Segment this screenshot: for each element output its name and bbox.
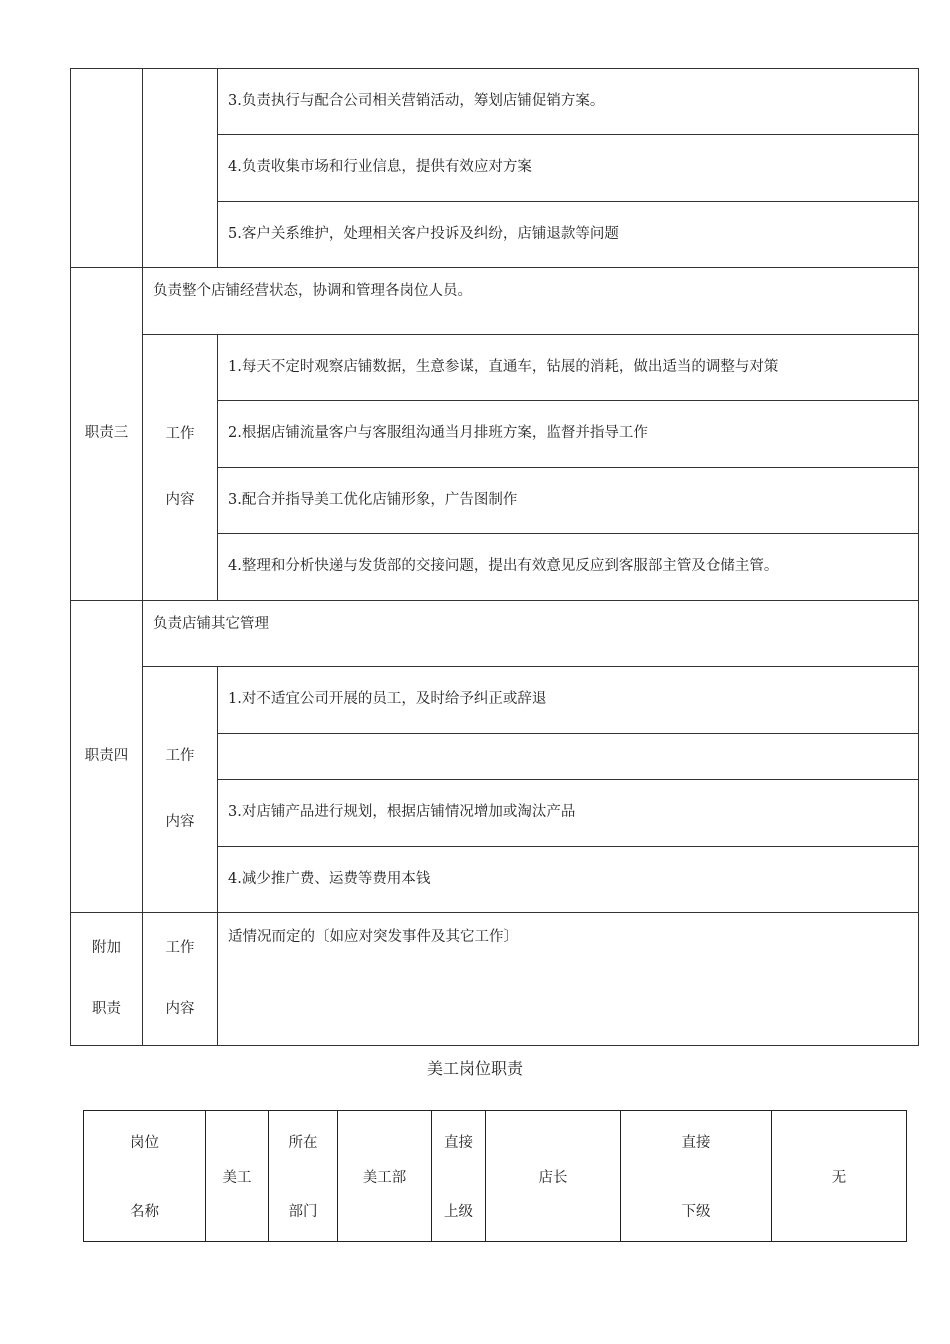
duty-item: 3.配合并指导美工优化店铺形象，广告图制作 bbox=[218, 468, 919, 534]
duty-item: 1.对不适宜公司开展的员工，及时给予纠正或辞退 bbox=[218, 667, 919, 734]
content-label-line: 内容 bbox=[165, 1000, 195, 1017]
duty-item: 2.根据店铺流量客户与客服组沟通当月排班方案，监督并指导工作 bbox=[218, 401, 919, 468]
post-name-label bbox=[84, 1111, 206, 1242]
duty3-work-label bbox=[143, 335, 218, 601]
additional-label-line: 附加 bbox=[92, 940, 121, 957]
work-label-line: 工作 bbox=[165, 940, 195, 957]
label-line: 岗位 bbox=[130, 1135, 159, 1151]
label-line: 部门 bbox=[288, 1204, 318, 1220]
post-name-value: 美工 bbox=[206, 1111, 269, 1242]
dept-value: 美工部 bbox=[338, 1111, 432, 1242]
post-info-table bbox=[83, 1110, 907, 1242]
empty-cell bbox=[71, 69, 143, 268]
duty4-label: 职责四 bbox=[71, 601, 143, 913]
table-row bbox=[71, 913, 919, 1046]
table-row bbox=[71, 667, 919, 734]
section-title: 美工岗位职责 bbox=[426, 1059, 523, 1078]
work-label-line: 工作 bbox=[165, 426, 195, 443]
additional-label-line: 职责 bbox=[92, 1000, 121, 1017]
content-label-line: 内容 bbox=[165, 491, 195, 508]
subordinate-value: 无 bbox=[772, 1111, 907, 1242]
table-row bbox=[71, 268, 919, 335]
duty4-summary: 负责店铺其它管理 bbox=[143, 601, 919, 667]
label-line: 上级 bbox=[444, 1204, 473, 1220]
label-line: 直接 bbox=[444, 1135, 473, 1151]
dept-label bbox=[269, 1111, 338, 1242]
table-row bbox=[71, 69, 919, 135]
superior-value: 店长 bbox=[486, 1111, 621, 1242]
superior-label bbox=[432, 1111, 486, 1242]
label-line: 名称 bbox=[130, 1204, 159, 1220]
additional-content: 适情况而定的〔如应对突发事件及其它工作〕 bbox=[218, 913, 919, 1046]
duties-table bbox=[70, 68, 919, 1046]
subordinate-label bbox=[621, 1111, 772, 1242]
duty-item: 4.负责收集市场和行业信息，提供有效应对方案 bbox=[218, 135, 919, 202]
duty3-summary: 负责整个店铺经营状态，协调和管理各岗位人员。 bbox=[143, 268, 919, 335]
duty4-work-label bbox=[143, 667, 218, 913]
duty-item: 4.减少推广费、运费等费用本钱 bbox=[218, 847, 919, 913]
table-row bbox=[71, 601, 919, 667]
content-label-line: 内容 bbox=[165, 813, 195, 830]
label-line: 所在 bbox=[288, 1135, 318, 1151]
empty-cell bbox=[143, 69, 218, 268]
table-row bbox=[71, 335, 919, 401]
label-line: 下级 bbox=[681, 1204, 711, 1220]
duty3-label: 职责三 bbox=[71, 268, 143, 601]
table-row bbox=[84, 1111, 907, 1242]
work-label-line: 工作 bbox=[165, 748, 195, 765]
duty-item: 3.负责执行与配合公司相关营销活动，筹划店铺促销方案。 bbox=[218, 69, 919, 135]
label-line: 直接 bbox=[681, 1135, 711, 1151]
duty-item: 3.对店铺产品进行规划，根据店铺情况增加或淘汰产品 bbox=[218, 780, 919, 847]
additional-label bbox=[71, 913, 143, 1046]
duty-item bbox=[218, 734, 919, 780]
additional-work-label bbox=[143, 913, 218, 1046]
duty-item: 5.客户关系维护，处理相关客户投诉及纠纷，店铺退款等问题 bbox=[218, 202, 919, 268]
duty-item: 4.整理和分析快递与发货部的交接问题，提出有效意见反应到客服部主管及仓储主管。 bbox=[218, 534, 919, 601]
duty-item: 1.每天不定时观察店铺数据，生意参谋，直通车，钻展的消耗，做出适当的调整与对策 bbox=[218, 335, 919, 401]
